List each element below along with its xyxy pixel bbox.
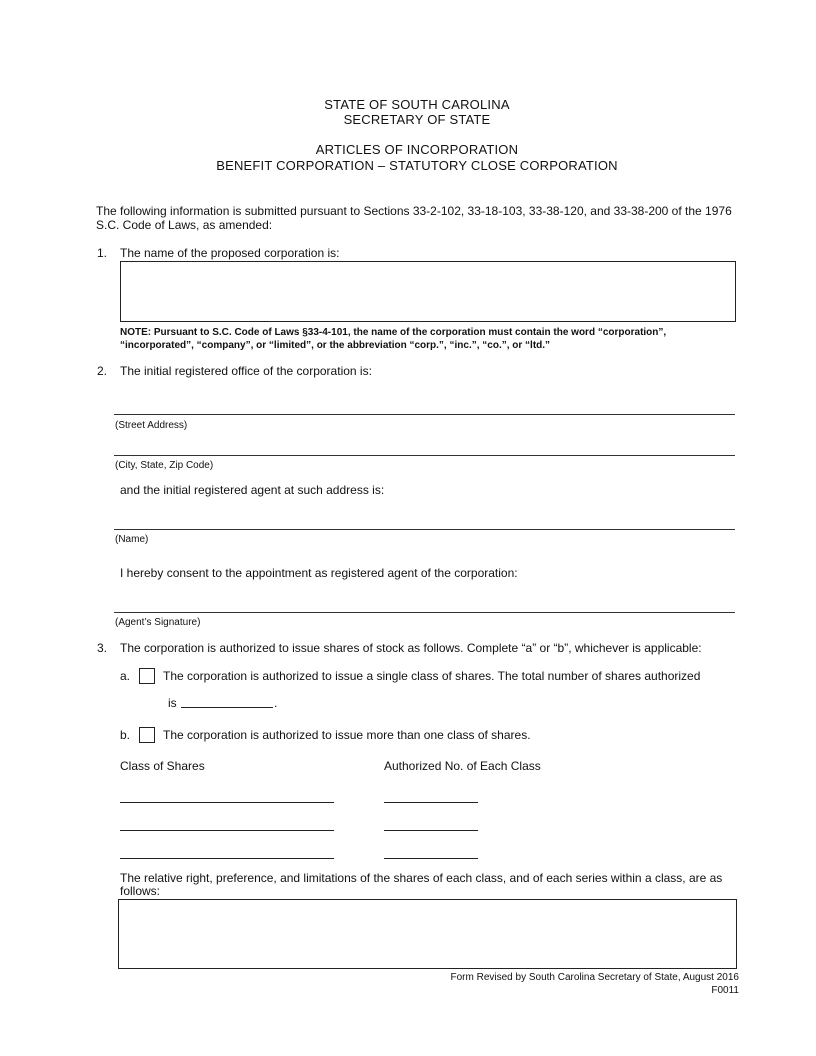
intro-text: The following information is submitted pursuant to Sections 33-2-102, 33-18-103, 33-38-120, and 33-38-200 of the 1976 S.C. Code of Laws, as amended: [96,204,732,232]
relative-rights-field[interactable] [118,899,737,969]
authorized-number-header: Authorized No. of Each Class [384,759,541,773]
option-a-is: is [168,696,177,710]
consent-text: I hereby consent to the appointment as registered agent of the corporation: [120,566,518,580]
class-of-shares-header: Class of Shares [120,759,205,773]
header-state: STATE OF SOUTH CAROLINA [324,97,510,112]
city-state-zip-field[interactable] [114,455,735,456]
option-a-period: . [274,696,278,710]
authorized-number-field-1[interactable] [384,802,478,803]
agent-signature-field[interactable] [114,612,735,613]
item2-number: 2. [97,364,108,378]
option-a-letter: a. [120,669,131,683]
revision-note: Form Revised by South Carolina Secretary of State, August 2016 [450,972,739,983]
option-b-text: The corporation is authorized to issue more than one class of shares. [163,728,531,742]
relative-rights-text: The relative right, preference, and limitations of the shares of each class, and of each series within a class, are as follows: [120,871,723,898]
item3-label: The corporation is authorized to issue shares of stock as follows. Complete “a” or “b”, whichever is applicable: [120,641,702,655]
name-requirement-note: NOTE: Pursuant to S.C. Code of Laws §33-4-101, the name of the corporation must contain the word “corporation”, “incorporated”, “company”, or “limited”, or the abbreviation “corp.”, “inc.”, “co.”, or “ltd.” [120,327,667,351]
form-number: F0011 [711,985,739,996]
agent-signature-caption: (Agent’s Signature) [115,617,201,628]
form-title: ARTICLES OF INCORPORATION [315,142,519,157]
corporation-name-field[interactable] [120,261,736,322]
item3-number: 3. [97,641,108,655]
option-b-checkbox[interactable] [139,727,155,743]
street-address-field[interactable] [114,414,735,415]
agent-name-caption: (Name) [115,534,149,545]
option-a-text: The corporation is authorized to issue a single class of shares. The total number of shares authorized [163,669,701,683]
class-of-shares-field-2[interactable] [120,830,334,831]
street-address-caption: (Street Address) [115,420,188,431]
authorized-number-field-2[interactable] [384,830,478,831]
option-b-letter: b. [120,728,131,742]
total-shares-field[interactable] [181,707,273,708]
class-of-shares-field-1[interactable] [120,802,334,803]
item1-label: The name of the proposed corporation is: [120,246,340,260]
city-state-zip-caption: (City, State, Zip Code) [115,460,214,471]
item2-label: The initial registered office of the corporation is: [120,364,372,378]
item1-number: 1. [97,246,108,260]
authorized-number-field-3[interactable] [384,858,478,859]
form-subtitle: BENEFIT CORPORATION – STATUTORY CLOSE CORPORATION [216,158,618,173]
option-a-checkbox[interactable] [139,668,155,684]
agent-label: and the initial registered agent at such address is: [120,483,385,497]
agent-name-field[interactable] [114,529,735,530]
header-office: SECRETARY OF STATE [343,112,491,127]
class-of-shares-field-3[interactable] [120,858,334,859]
